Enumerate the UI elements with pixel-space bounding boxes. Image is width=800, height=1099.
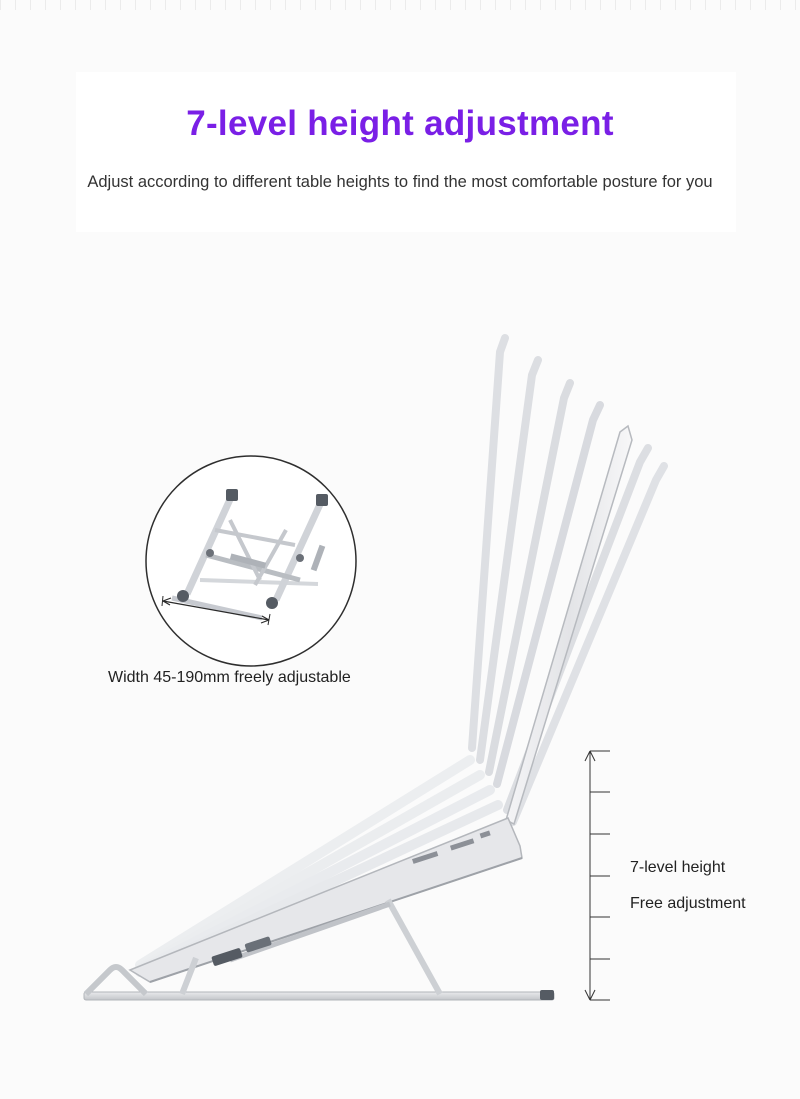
- page-title: 7-level height adjustment: [186, 104, 614, 143]
- page-subtitle: Adjust according to different table heights to find the most comfortable posture for you: [87, 173, 713, 191]
- height-level-label: 7-level height: [630, 859, 726, 876]
- free-adjustment-label: Free adjustment: [630, 895, 746, 912]
- width-adjust-caption: Width 45-190mm freely adjustable: [108, 669, 351, 686]
- height-scale: [585, 751, 610, 1000]
- stand-detail-inset: [146, 456, 356, 666]
